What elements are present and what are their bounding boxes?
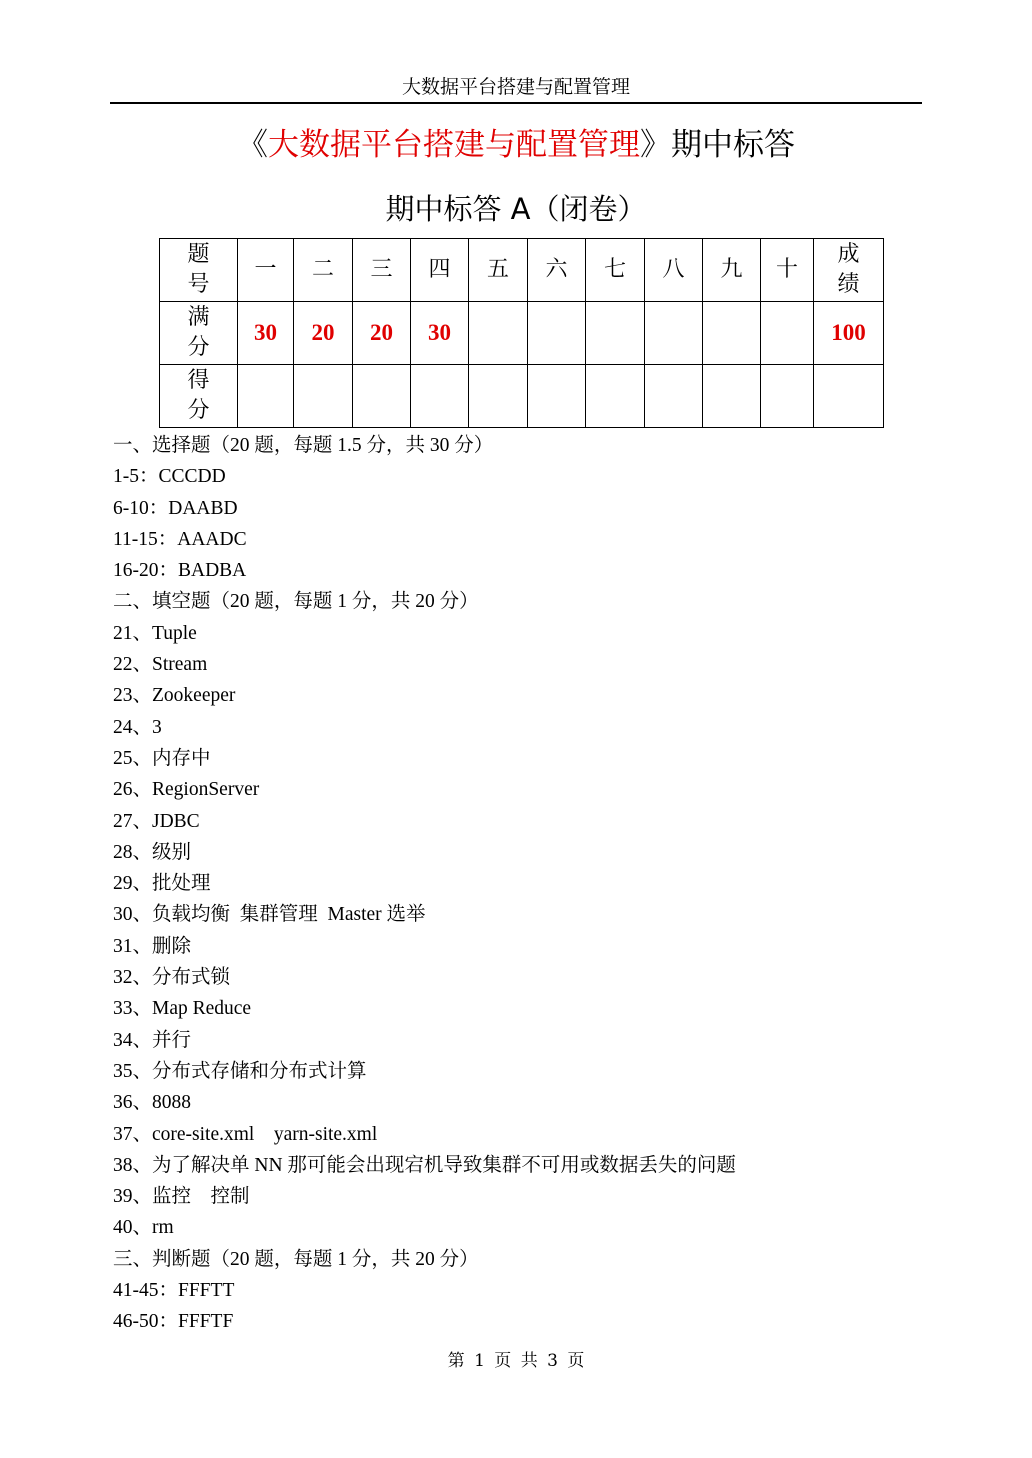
answer-line: 11-15：AAADC (113, 528, 247, 550)
answer-line: 38、为了解决单 NN 那可能会出现宕机导致集群不可用或数据丢失的问题 (113, 1154, 736, 1176)
full-score-cell (528, 302, 586, 365)
title-open-bracket: 《 (237, 127, 268, 163)
answer-line: 37、core-site.xml yarn-site.xml (113, 1123, 378, 1145)
answer-line: 32、分布式锁 (113, 967, 231, 989)
full-score-cell: 100 (814, 302, 884, 365)
earned-score-cell[interactable] (528, 365, 586, 428)
exam-subtitle: 期中标答 A（闭卷） (385, 192, 647, 226)
answer-line: 40、rm (113, 1217, 174, 1239)
full-score-cell (469, 302, 528, 365)
answer-line: 16-20：BADBA (113, 560, 247, 582)
score-row-full-score (160, 302, 884, 365)
earned-score-cell[interactable] (238, 365, 294, 428)
answer-line: 35、分布式存储和分布式计算 (113, 1060, 367, 1082)
question-number-cell: 六 (528, 239, 586, 302)
row-label-question-number: 题 号 (160, 239, 238, 302)
score-row-earned-score (160, 365, 884, 428)
row-label-earned-score: 得 分 (160, 365, 238, 428)
earned-score-cell[interactable] (645, 365, 703, 428)
question-number-cell: 四 (411, 239, 469, 302)
earned-score-cell[interactable] (353, 365, 411, 428)
answer-line: 一、选择题（20 题，每题 1.5 分，共 30 分） (113, 435, 494, 456)
question-number-cell: 十 (761, 239, 814, 302)
running-header: 大数据平台搭建与配置管理 (401, 76, 630, 98)
full-score-cell (586, 302, 645, 365)
full-score-cell: 20 (353, 302, 411, 365)
earned-score-cell[interactable] (703, 365, 761, 428)
score-row-question-number (160, 239, 884, 302)
answer-line: 26、RegionServer (113, 779, 260, 801)
question-number-cell: 二 (294, 239, 353, 302)
exam-title (0, 123, 1032, 167)
earned-score-cell[interactable] (814, 365, 884, 428)
answer-line: 39、监控 控制 (113, 1186, 250, 1208)
full-score-cell: 30 (238, 302, 294, 365)
row-label-full-score: 满 分 (160, 302, 238, 365)
answer-line: 34、并行 (113, 1029, 192, 1051)
full-score-cell (645, 302, 703, 365)
question-number-cell: 八 (645, 239, 703, 302)
answer-line: 24、3 (113, 716, 162, 738)
answer-line: 22、Stream (113, 654, 208, 676)
full-score-cell (703, 302, 761, 365)
full-score-cell: 20 (294, 302, 353, 365)
answer-line: 29、批处理 (113, 873, 211, 895)
earned-score-cell[interactable] (586, 365, 645, 428)
title-suffix: 》期中标答 (640, 127, 795, 163)
answer-line: 30、负载均衡 集群管理 Master 选举 (113, 904, 426, 926)
answer-line: 25、内存中 (113, 747, 211, 769)
answer-line: 三、判断题（20 题，每题 1 分，共 20 分） (113, 1248, 479, 1270)
answer-line: 6-10：DAABD (113, 497, 238, 519)
course-name: 大数据平台搭建与配置管理 (268, 127, 640, 163)
answer-line: 33、Map Reduce (113, 998, 252, 1020)
answer-list (113, 430, 913, 1338)
earned-score-cell[interactable] (761, 365, 814, 428)
question-number-cell: 七 (586, 239, 645, 302)
header-rule (110, 102, 922, 104)
answer-line: 1-5：CCCDD (113, 466, 226, 488)
answer-line: 46-50：FFFTF (113, 1311, 234, 1333)
answer-line: 36、8088 (113, 1092, 192, 1114)
question-number-cell: 五 (469, 239, 528, 302)
answer-line: 41-45：FFFTT (113, 1280, 235, 1302)
question-number-cell: 九 (703, 239, 761, 302)
question-number-cell: 三 (353, 239, 411, 302)
answer-line: 27、JDBC (113, 810, 200, 832)
answer-line: 二、填空题（20 题，每题 1 分，共 20 分） (113, 591, 479, 613)
question-number-cell: 一 (238, 239, 294, 302)
answer-line: 23、Zookeeper (113, 685, 236, 707)
score-table (159, 238, 884, 428)
question-number-cell: 成 绩 (814, 239, 884, 302)
full-score-cell (761, 302, 814, 365)
earned-score-cell[interactable] (469, 365, 528, 428)
earned-score-cell[interactable] (411, 365, 469, 428)
earned-score-cell[interactable] (294, 365, 353, 428)
answer-line: 31、删除 (113, 935, 192, 957)
answer-line: 21、Tuple (113, 622, 197, 644)
page-footer: 第 1 页 共 3 页 (447, 1351, 585, 1371)
full-score-cell: 30 (411, 302, 469, 365)
answer-line: 28、级别 (113, 841, 192, 863)
